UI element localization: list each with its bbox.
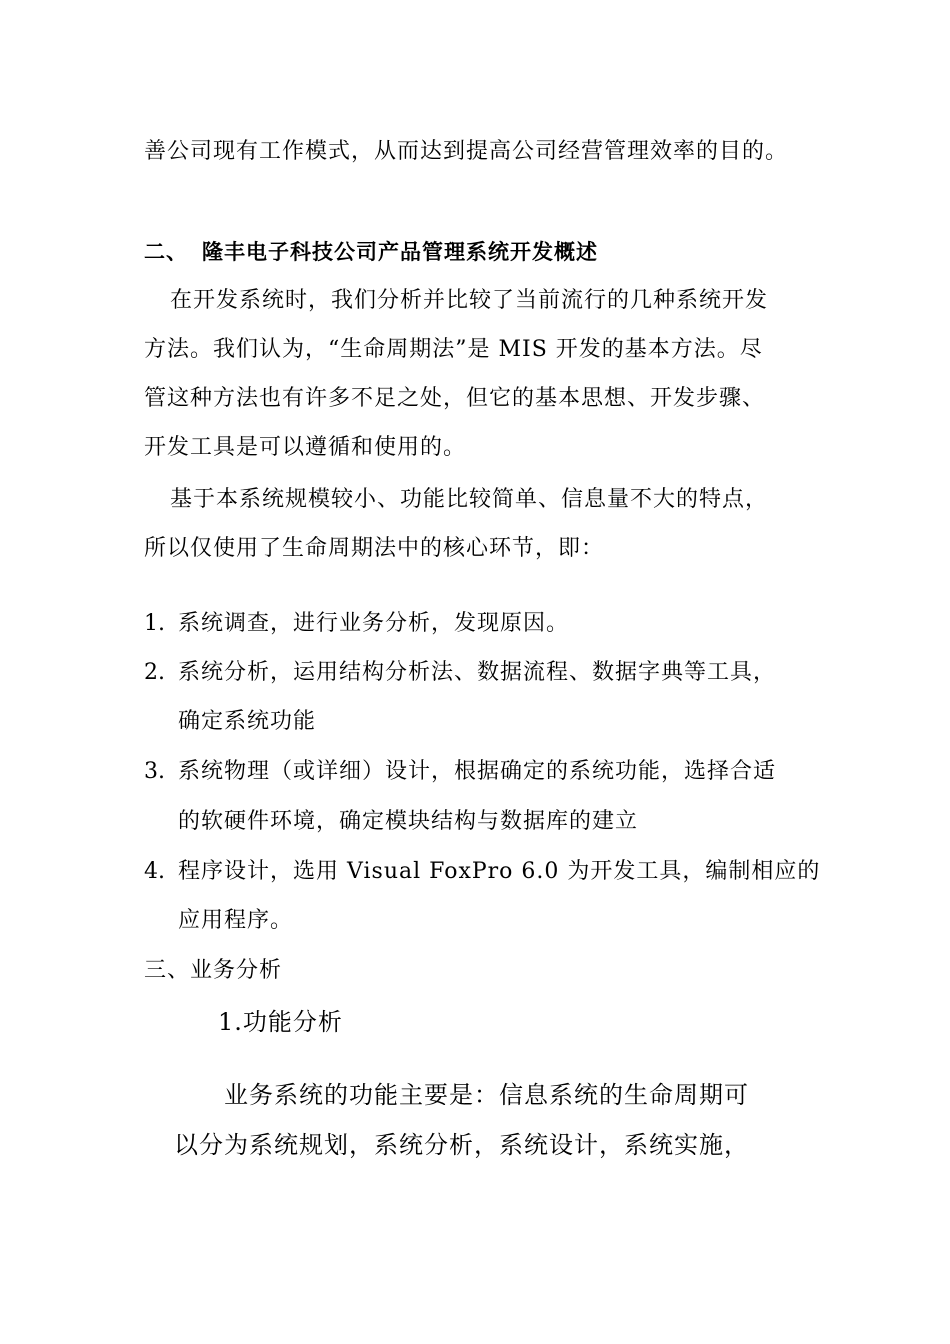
- section3-para-line2: 以分为系统规划，系统分析，系统设计，系统实施，: [174, 1131, 749, 1159]
- section2-para1-line1: 在开发系统时，我们分析并比较了当前流行的几种系统开发: [170, 288, 769, 313]
- list-item-2-number: 2.: [144, 660, 165, 685]
- list-item-1-line1: 系统调查，进行业务分析，发现原因。: [178, 611, 570, 636]
- section2-number: 二、: [144, 240, 188, 264]
- list-item-3-number: 3.: [144, 759, 165, 784]
- list-item-2-line1: 系统分析，运用结构分析法、数据流程、数据字典等工具，: [178, 660, 777, 685]
- section3-para-line1: 业务系统的功能主要是：信息系统的生命周期可: [224, 1081, 749, 1109]
- list-item-4-number: 4.: [144, 859, 165, 884]
- list-item-1-number: 1.: [144, 611, 165, 636]
- list-item-4-line1: 程序设计，选用 Visual FoxPro 6.0 为开发工具，编制相应的: [178, 859, 821, 884]
- list-item-3-line1: 系统物理（或详细）设计，根据确定的系统功能，选择合适: [178, 759, 777, 784]
- intro-tail-line: 善公司现有工作模式，从而达到提高公司经营管理效率的目的。: [144, 139, 789, 164]
- section2-para2-line1: 基于本系统规模较小、功能比较简单、信息量不大的特点，: [170, 487, 769, 512]
- section2-para1-line3: 管这种方法也有许多不足之处，但它的基本思想、开发步骤、: [144, 386, 766, 411]
- list-item-3-line2: 的软硬件环境，确定模块结构与数据库的建立: [178, 809, 639, 834]
- section3-title: 三、业务分析: [144, 958, 283, 983]
- list-item-2-line2: 确定系统功能: [178, 709, 317, 734]
- section2-para1-line4: 开发工具是可以遵循和使用的。: [144, 435, 467, 460]
- section2-para2-line2: 所以仅使用了生命周期法中的核心环节，即：: [144, 536, 605, 561]
- section2-para1-line2: 方法。我们认为，“生命周期法”是 MIS 开发的基本方法。尽: [144, 337, 763, 362]
- section3-subtitle: 1.功能分析: [218, 1008, 343, 1036]
- section2-title: 隆丰电子科技公司产品管理系统开发概述: [202, 240, 598, 264]
- list-item-4-line2: 应用程序。: [178, 908, 294, 933]
